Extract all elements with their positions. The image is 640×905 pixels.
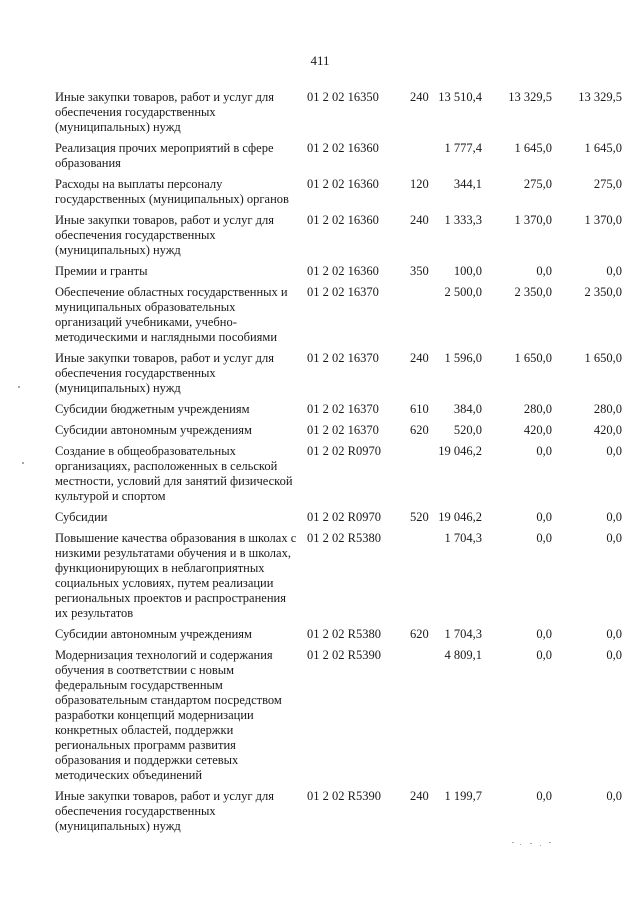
row-value-2017: 275,0 <box>523 177 552 191</box>
budget-table <box>55 90 625 840</box>
row-name: Обеспечение областных государственных и муниципальных образовательных организаций учебниками, учебно-методическими и наглядными пособиями <box>55 285 288 344</box>
row-name: Повышение качества образования в школах с низкими результатами обучения и в школах, функционирующих в неблагоприятных социальных условиях, путем реализации региональных проектов и распространения их результатов <box>55 531 297 620</box>
row-name: Субсидии автономным учреждениям <box>55 423 252 437</box>
row-code: 01 2 02 R5380 <box>307 627 381 641</box>
row-value-2016: 1 596,0 <box>444 351 482 365</box>
row-value-2017: 1 650,0 <box>514 351 552 365</box>
row-value-2016: 1 777,4 <box>444 141 482 155</box>
row-value-2017: 1 645,0 <box>514 141 552 155</box>
table-row <box>55 627 625 642</box>
row-value-2018: 0,0 <box>606 627 622 641</box>
row-value-2018: 0,0 <box>606 648 622 662</box>
table-row <box>55 648 625 783</box>
row-name: Премии и гранты <box>55 264 148 278</box>
row-value-2018: 1 650,0 <box>584 351 622 365</box>
row-name: Субсидии <box>55 510 108 524</box>
table-row <box>55 213 625 258</box>
row-code: 01 2 02 16360 <box>307 141 379 155</box>
row-value-2016: 1 704,3 <box>444 531 482 545</box>
scan-speck <box>520 844 521 845</box>
row-code: 01 2 02 R5390 <box>307 648 381 662</box>
row-value-2018: 1 370,0 <box>584 213 622 227</box>
row-code: 01 2 02 16360 <box>307 213 379 227</box>
row-name: Создание в общеобразовательных организациях, расположенных в сельской местности, условий для занятий физической культурой и спортом <box>55 444 293 503</box>
row-value-2017: 0,0 <box>536 264 552 278</box>
row-value-2018: 13 329,5 <box>578 90 622 104</box>
row-value-2016: 344,1 <box>453 177 482 191</box>
table-row <box>55 423 625 438</box>
row-value-2016: 2 500,0 <box>444 285 482 299</box>
row-name: Субсидии бюджетным учреждениям <box>55 402 250 416</box>
row-code: 01 2 02 R5390 <box>307 789 381 803</box>
row-value-2018: 0,0 <box>606 264 622 278</box>
row-value-2018: 2 350,0 <box>584 285 622 299</box>
row-kvr: 240 <box>410 90 429 104</box>
page-number: 411 <box>310 53 330 68</box>
table-row <box>55 402 625 417</box>
row-value-2017: 0,0 <box>536 510 552 524</box>
row-value-2017: 420,0 <box>523 423 552 437</box>
row-value-2017: 0,0 <box>536 531 552 545</box>
row-code: 01 2 02 R0970 <box>307 510 381 524</box>
row-value-2017: 0,0 <box>536 627 552 641</box>
table-row <box>55 789 625 834</box>
scan-speck <box>530 843 532 844</box>
row-kvr: 520 <box>410 510 429 524</box>
row-kvr: 620 <box>410 627 429 641</box>
row-value-2018: 0,0 <box>606 531 622 545</box>
row-value-2016: 384,0 <box>453 402 482 416</box>
row-value-2016: 1 333,3 <box>444 213 482 227</box>
row-code: 01 2 02 16360 <box>307 264 379 278</box>
row-value-2018: 0,0 <box>606 510 622 524</box>
scan-speck <box>549 842 551 843</box>
row-kvr: 240 <box>410 351 429 365</box>
table-row <box>55 264 625 279</box>
scan-speck <box>18 386 20 388</box>
row-name: Реализация прочих мероприятий в сфере образования <box>55 141 274 170</box>
row-value-2018: 0,0 <box>606 789 622 803</box>
row-value-2016: 19 046,2 <box>438 444 482 458</box>
row-kvr: 350 <box>410 264 429 278</box>
row-kvr: 240 <box>410 789 429 803</box>
row-value-2017: 280,0 <box>523 402 552 416</box>
row-value-2016: 19 046,2 <box>438 510 482 524</box>
row-value-2016: 1 704,3 <box>444 627 482 641</box>
row-value-2017: 0,0 <box>536 648 552 662</box>
scan-speck <box>512 842 514 843</box>
row-value-2018: 275,0 <box>593 177 622 191</box>
row-code: 01 2 02 16370 <box>307 423 379 437</box>
row-kvr: 120 <box>410 177 429 191</box>
table-row <box>55 351 625 396</box>
row-code: 01 2 02 R0970 <box>307 444 381 458</box>
scan-speck <box>22 462 24 464</box>
row-name: Иные закупки товаров, работ и услуг для обеспечения государственных (муниципальных) нужд <box>55 351 275 395</box>
table-row <box>55 510 625 525</box>
scan-speck <box>540 845 541 846</box>
table-row <box>55 177 625 207</box>
row-value-2017: 1 370,0 <box>514 213 552 227</box>
row-value-2017: 13 329,5 <box>508 90 552 104</box>
row-value-2016: 13 510,4 <box>438 90 482 104</box>
row-name: Расходы на выплаты персоналу государственных (муниципальных) органов <box>55 177 289 206</box>
table-row <box>55 141 625 171</box>
row-value-2018: 1 645,0 <box>584 141 622 155</box>
row-value-2018: 420,0 <box>593 423 622 437</box>
row-value-2016: 100,0 <box>453 264 482 278</box>
row-kvr: 620 <box>410 423 429 437</box>
row-name: Модернизация технологий и содержания обучения в соответствии с новым федеральным государственным образовательным стандартом посредством разработки концепций модернизации конкретных областей, поддержки региональных программ развития образования и поддержки сетевых методических объединений <box>55 648 282 782</box>
row-kvr: 240 <box>410 213 429 227</box>
row-code: 01 2 02 16370 <box>307 402 379 416</box>
row-code: 01 2 02 16370 <box>307 351 379 365</box>
row-value-2018: 280,0 <box>593 402 622 416</box>
table-row <box>55 531 625 621</box>
row-name: Субсидии автономным учреждениям <box>55 627 252 641</box>
table-row <box>55 444 625 504</box>
row-code: 01 2 02 16360 <box>307 177 379 191</box>
table-row <box>55 90 625 135</box>
row-value-2017: 2 350,0 <box>514 285 552 299</box>
row-value-2016: 1 199,7 <box>444 789 482 803</box>
row-code: 01 2 02 16370 <box>307 285 379 299</box>
row-name: Иные закупки товаров, работ и услуг для обеспечения государственных (муниципальных) нужд <box>55 90 275 134</box>
table-row <box>55 285 625 345</box>
row-code: 01 2 02 16350 <box>307 90 379 104</box>
row-code: 01 2 02 R5380 <box>307 531 381 545</box>
row-kvr: 610 <box>410 402 429 416</box>
row-name: Иные закупки товаров, работ и услуг для обеспечения государственных (муниципальных) нужд <box>55 789 275 833</box>
row-value-2017: 0,0 <box>536 444 552 458</box>
row-value-2018: 0,0 <box>606 444 622 458</box>
row-value-2016: 4 809,1 <box>444 648 482 662</box>
row-value-2016: 520,0 <box>453 423 482 437</box>
row-value-2017: 0,0 <box>536 789 552 803</box>
row-name: Иные закупки товаров, работ и услуг для обеспечения государственных (муниципальных) нужд <box>55 213 275 257</box>
